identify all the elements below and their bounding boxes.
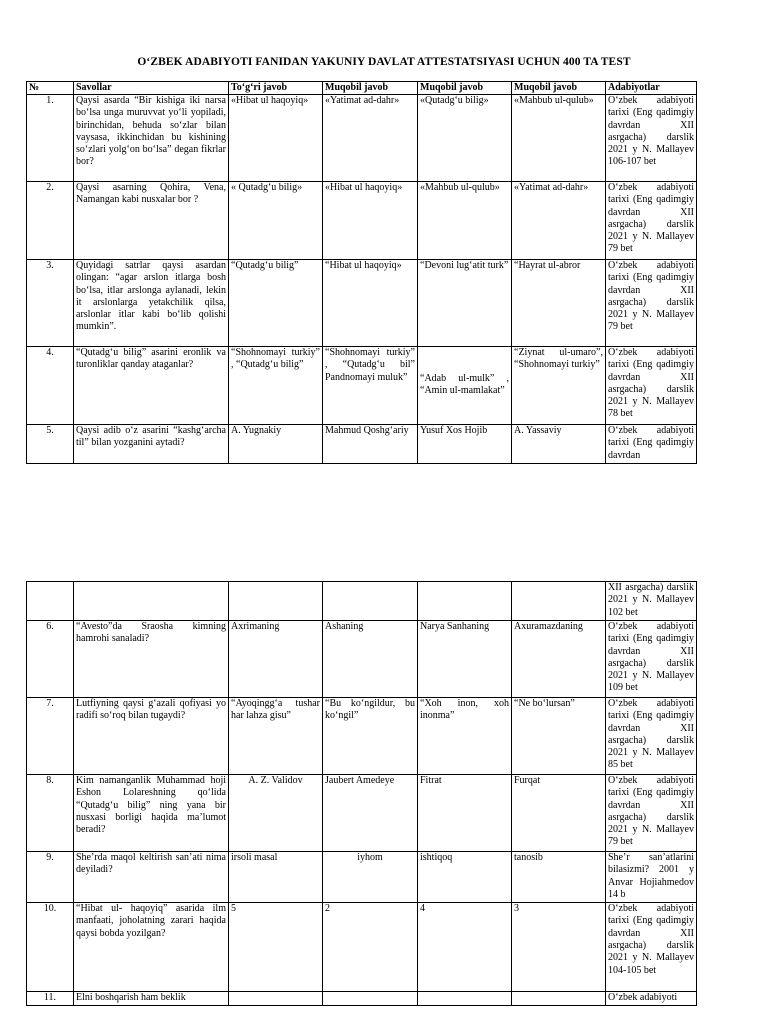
table-row [27, 992, 697, 1006]
question-cell: “Qutadg‘u bilig” asarini eronlik va turonliklar qanday ataganlar? [74, 347, 229, 425]
alt-answer-cell: “Ziynat ul-umaro”, “Shohnomayi turkiy” [512, 347, 606, 425]
question-cell [74, 582, 229, 621]
row-number: 11. [27, 992, 74, 1006]
question-cell: Lutfiyning qaysi g‘azali qofiyasi yo radifi so‘roq bilan tugaydi? [74, 698, 229, 775]
row-number: 9. [27, 852, 74, 903]
table-row [27, 903, 697, 992]
alt-answer-cell: 3 [512, 903, 606, 992]
correct-answer-cell: irsoli masal [229, 852, 323, 903]
alt-answer-cell: «Hibat ul haqoyiq» [323, 182, 418, 260]
table-row [27, 347, 697, 425]
reference-cell: She’r san’atlarini bilasizmi? 2001 y Anvar Hojiahmedov 14 b [606, 852, 697, 903]
reference-cell: O‘zbek adabiyoti tarixi (Eng qadimgiy davrdan [606, 425, 697, 464]
row-number: 3. [27, 260, 74, 347]
header-alt-answer-2: Muqobil javob [418, 82, 512, 95]
alt-answer-cell: “Hayrat ul-abror [512, 260, 606, 347]
reference-cell: O‘zbek adabiyoti tarixi (Eng qadimgiy davrdan XII asrgacha) darslik 2021 y N. Mallayev 78 bet [606, 347, 697, 425]
alt-answer-cell: “Ne bo‘lursan” [512, 698, 606, 775]
alt-answer-cell: «Mahbub ul-qulub» [512, 95, 606, 182]
header-alt-answer-3: Muqobil javob [512, 82, 606, 95]
table-row [27, 95, 697, 182]
table-row [27, 852, 697, 903]
reference-cell: O‘zbek adabiyoti tarixi (Eng qadimgiy davrdan XII asrgacha) darslik 2021 y N. Mallayev 79 bet [606, 775, 697, 852]
question-cell: She’rda maqol keltirish san’ati nima deyiladi? [74, 852, 229, 903]
alt-answer-cell [418, 992, 512, 1006]
row-number: 2. [27, 182, 74, 260]
correct-answer-cell: “Ayoqingg‘a tushar har lahza gisu” [229, 698, 323, 775]
alt-answer-cell: Furqat [512, 775, 606, 852]
alt-answer-cell: “Shohnomayi turkiy” , “Qutadg‘u bil” Pandnomayi muluk” [323, 347, 418, 425]
table-row [27, 582, 697, 621]
correct-answer-cell [229, 582, 323, 621]
correct-answer-cell: “Qutadg‘u bilig” [229, 260, 323, 347]
alt-answer-cell: Yusuf Xos Hojib [418, 425, 512, 464]
alt-answer-cell: A. Yassaviy [512, 425, 606, 464]
correct-answer-cell: «Hibat ul haqoyiq» [229, 95, 323, 182]
alt-answer-cell: Fitrat [418, 775, 512, 852]
alt-answer-cell: ishtiqoq [418, 852, 512, 903]
alt-answer-cell [512, 992, 606, 1006]
table-row [27, 775, 697, 852]
alt-answer-cell: «Yatimat ad-dahr» [512, 182, 606, 260]
correct-answer-cell [229, 992, 323, 1006]
row-number: 5. [27, 425, 74, 464]
table-row [27, 260, 697, 347]
correct-answer-cell: “Shohnomayi turkiy” , “Qutadg‘u bilig” [229, 347, 323, 425]
correct-answer-cell: 5 [229, 903, 323, 992]
question-cell: Kim namanganlik Muhammad hoji Eshon Lolareshning qo‘lida “Qutadg‘u bilig” ning yana bir nusxasi borligi haqida ma’lumot beradi? [74, 775, 229, 852]
test-table-page-2 [26, 581, 697, 1006]
question-cell: “Hibat ul- haqoyiq” asarida ilm manfaati, joholatning zarari haqida qaysi bobda yozilgan? [74, 903, 229, 992]
row-number: 8. [27, 775, 74, 852]
header-number: № [27, 82, 74, 95]
question-cell: Quyidagi satrlar qaysi asardan olingan: “agar arslon itlarga bosh bo‘lsa, itlar arslonga aylanadi, lekin it arslonlarga yetakchilik qilsa, arslonlar itlar kabi bo‘lib qolishi mumkin”. [74, 260, 229, 347]
reference-cell: O‘zbek adabiyoti tarixi (Eng qadimgiy davrdan XII asrgacha) darslik 2021 y N. Mallayev 104-105 bet [606, 903, 697, 992]
page-title: O‘ZBEK ADABIYOTI FANIDAN YAKUNIY DAVLAT ATTESTATSIYASI UCHUN 400 TA TEST [137, 56, 631, 68]
row-number: 4. [27, 347, 74, 425]
alt-answer-cell [323, 992, 418, 1006]
alt-answer-cell: 2 [323, 903, 418, 992]
alt-answer-cell: «Mahbub ul-qulub» [418, 182, 512, 260]
alt-answer-cell: “Adab ul-mulk” , “Amin ul-mamlakat” [418, 347, 512, 425]
alt-answer-cell: «Qutadg‘u bilig» [418, 95, 512, 182]
question-cell: Elni boshqarish ham beklik [74, 992, 229, 1006]
alt-answer-cell: «Yatimat ad-dahr» [323, 95, 418, 182]
header-correct-answer: To‘g‘ri javob [229, 82, 323, 95]
reference-cell: O‘zbek adabiyoti tarixi (Eng qadimgiy davrdan XII asrgacha) darslik 2021 y N. Mallayev 79 bet [606, 260, 697, 347]
correct-answer-cell: A. Yugnakiy [229, 425, 323, 464]
question-cell: Qaysi asarda “Bir kishiga iki narsa bo‘lsa unga muruvvat yo‘li yopiladi, birinchidan, behuda so‘zlar bilan vaysasa, ikkinchidan bu kishining so‘zlari yolg‘on bo‘lsa” degan fikrlar bor? [74, 95, 229, 182]
table-row [27, 182, 697, 260]
alt-answer-cell: Axuramazdaning [512, 621, 606, 698]
correct-answer-cell: Axrimaning [229, 621, 323, 698]
question-cell: Qaysi asarning Qohira, Vena, Namangan kabi nusxalar bor ? [74, 182, 229, 260]
table-row [27, 425, 697, 464]
alt-answer-cell: 4 [418, 903, 512, 992]
header-questions: Savollar [74, 82, 229, 95]
alt-answer-cell: “Xoh inon, xoh inonma” [418, 698, 512, 775]
alt-answer-cell: Mahmud Qoshg‘ariy [323, 425, 418, 464]
header-references: Adabiyotlar [606, 82, 697, 95]
header-alt-answer-1: Muqobil javob [323, 82, 418, 95]
alt-answer-cell: Ashaning [323, 621, 418, 698]
alt-answer-cell [512, 582, 606, 621]
alt-answer-cell [323, 582, 418, 621]
test-table-page-1 [26, 81, 697, 464]
table-row [27, 698, 697, 775]
alt-answer-cell: Jaubert Amedeye [323, 775, 418, 852]
alt-answer-cell: “Bu ko‘ngildur, bu ko‘ngil” [323, 698, 418, 775]
row-number: 7. [27, 698, 74, 775]
reference-cell: XII asrgacha) darslik 2021 y N. Mallayev 102 bet [606, 582, 697, 621]
alt-answer-cell: “Hibat ul haqoyiq» [323, 260, 418, 347]
reference-cell: O‘zbek adabiyoti tarixi (Eng qadimgiy davrdan XII asrgacha) darslik 2021 y N. Mallayev 109 bet [606, 621, 697, 698]
reference-cell: O‘zbek adabiyoti tarixi (Eng qadimgiy davrdan XII asrgacha) darslik 2021 y N. Mallayev 106-107 bet [606, 95, 697, 182]
alt-answer-cell: Narya Sanhaning [418, 621, 512, 698]
reference-cell: O‘zbek adabiyoti tarixi (Eng qadimgiy davrdan XII asrgacha) darslik 2021 y N. Mallayev 85 bet [606, 698, 697, 775]
row-number: 1. [27, 95, 74, 182]
table-row [27, 621, 697, 698]
alt-answer-cell: “Devoni lug‘atit turk” [418, 260, 512, 347]
alt-answer-cell: tanosib [512, 852, 606, 903]
row-number [27, 582, 74, 621]
question-cell: “Avesto”da Sraosha kimning hamrohi sanaladi? [74, 621, 229, 698]
correct-answer-cell: A. Z. Validov [229, 775, 323, 852]
correct-answer-cell: « Qutadg‘u bilig» [229, 182, 323, 260]
alt-answer-cell: iyhom [323, 852, 418, 903]
table-header-row [27, 82, 697, 95]
reference-cell: O‘zbek adabiyoti tarixi (Eng qadimgiy davrdan XII asrgacha) darslik 2021 y N. Mallayev 79 bet [606, 182, 697, 260]
row-number: 6. [27, 621, 74, 698]
reference-cell: O‘zbek adabiyoti [606, 992, 697, 1006]
row-number: 10. [27, 903, 74, 992]
alt-answer-cell [418, 582, 512, 621]
question-cell: Qaysi adib o‘z asarini “kashg‘archa til” bilan yozganini aytadi? [74, 425, 229, 464]
